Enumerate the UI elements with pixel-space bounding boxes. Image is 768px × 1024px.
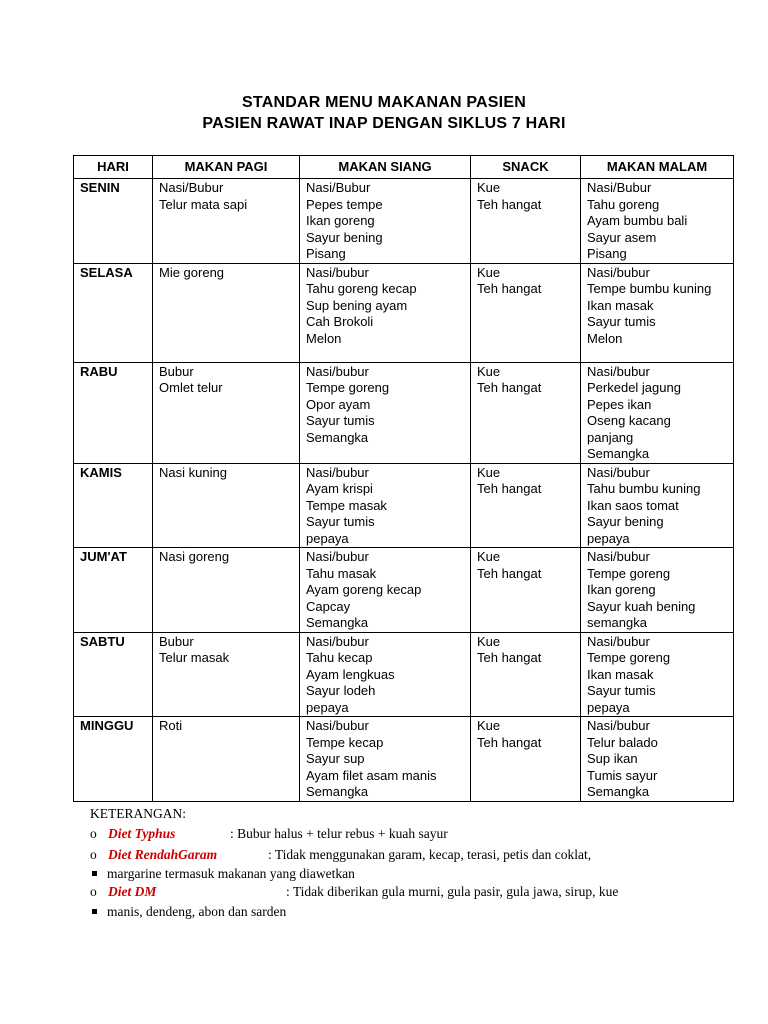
menu-cell-snack xyxy=(471,717,581,802)
menu-item: Teh hangat xyxy=(477,734,542,750)
menu-item: Ayam filet asam manis xyxy=(306,767,437,783)
menu-item: Teh hangat xyxy=(477,196,542,212)
menu-item: Capcay xyxy=(306,598,351,614)
menu-item: Ayam goreng kecap xyxy=(306,582,422,597)
square-bullet-icon xyxy=(92,909,97,914)
menu-item: Pisang xyxy=(306,246,346,261)
menu-item: Sup ikan xyxy=(587,751,638,766)
menu-item: Sayur tumis xyxy=(587,683,656,698)
menu-cell-malam xyxy=(581,362,734,463)
menu-item: Ayam krispi xyxy=(306,481,373,496)
menu-item: Perkedel jagung xyxy=(587,380,681,395)
menu-item: Ayam lengkuas xyxy=(306,666,395,682)
menu-item: Kue xyxy=(477,264,501,280)
menu-item: Tempe goreng xyxy=(587,565,671,581)
menu-cell-pagi xyxy=(153,717,300,802)
menu-item: Bubur xyxy=(159,363,194,379)
menu-item: Tahu goreng kecap xyxy=(306,281,417,296)
menu-item: Bubur xyxy=(159,633,194,649)
circle-bullet-icon: o xyxy=(90,826,97,841)
menu-cell-siang xyxy=(300,263,471,362)
day-cell: KAMIS xyxy=(74,463,153,548)
day-cell: SELASA xyxy=(74,263,153,362)
menu-item: Semangka xyxy=(587,446,650,461)
menu-item: Ikan goreng xyxy=(587,582,656,597)
table-row xyxy=(74,463,734,548)
menu-item: Nasi goreng xyxy=(159,549,230,564)
table-row xyxy=(74,548,734,633)
menu-cell-pagi xyxy=(153,548,300,633)
menu-item: Nasi/bubur xyxy=(587,549,650,564)
menu-item: Ikan masak xyxy=(587,297,654,313)
diet-dm-cont-text: manis, dendeng, abon dan sarden xyxy=(107,904,287,919)
menu-cell-malam xyxy=(581,717,734,802)
menu-cell-pagi xyxy=(153,263,300,362)
menu-item: Teh hangat xyxy=(477,565,542,581)
menu-item: Kue xyxy=(477,718,501,733)
day-cell: SENIN xyxy=(74,179,153,264)
menu-item: Nasi/Bubur xyxy=(587,180,652,195)
menu-item: Tahu kecap xyxy=(306,650,373,665)
menu-item: Sayur bening xyxy=(587,514,664,529)
table-header-row xyxy=(74,156,734,179)
menu-cell-malam xyxy=(581,263,734,362)
menu-item: Tumis sayur xyxy=(587,767,658,783)
menu-item: Omlet telur xyxy=(159,380,223,395)
note-diet-dm-cont xyxy=(90,904,286,920)
menu-item: Sayur tumis xyxy=(306,413,375,428)
table-row xyxy=(74,362,734,463)
menu-item: Kue xyxy=(477,464,501,480)
menu-item: Tahu masak xyxy=(306,565,377,581)
table-row xyxy=(74,717,734,802)
menu-item: Nasi/bubur xyxy=(306,264,369,280)
menu-cell-pagi xyxy=(153,179,300,264)
menu-item: Sayur bening xyxy=(306,229,383,245)
menu-item: Tempe bumbu kuning xyxy=(587,281,712,296)
diet-typhus-text: : Bubur halus + telur rebus + kuah sayur xyxy=(230,826,448,841)
menu-cell-pagi xyxy=(153,632,300,717)
menu-item: Ikan saos tomat xyxy=(587,497,679,513)
menu-cell-siang xyxy=(300,632,471,717)
menu-cell-pagi xyxy=(153,463,300,548)
notes-heading: KETERANGAN: xyxy=(90,806,186,821)
menu-item: Sayur kuah bening xyxy=(587,598,696,614)
menu-cell-malam xyxy=(581,179,734,264)
day-cell: MINGGU xyxy=(74,717,153,802)
menu-item: Nasi kuning xyxy=(159,464,227,480)
header-snack: SNACK xyxy=(471,156,581,179)
menu-cell-snack xyxy=(471,463,581,548)
header-makan-pagi: MAKAN PAGI xyxy=(153,156,300,179)
menu-item: Nasi/Bubur xyxy=(159,180,224,195)
menu-item: panjang xyxy=(587,429,634,445)
menu-item: Cah Brokoli xyxy=(306,314,374,329)
menu-cell-snack xyxy=(471,362,581,463)
diet-rendah-garam-label: Diet RendahGaram xyxy=(108,847,218,862)
menu-cell-siang xyxy=(300,362,471,463)
menu-item: Pepes ikan xyxy=(587,396,652,412)
menu-item: Nasi/bubur xyxy=(306,718,369,733)
menu-item: Teh hangat xyxy=(477,281,542,296)
menu-cell-malam xyxy=(581,548,734,633)
menu-item: Pisang xyxy=(587,246,627,261)
menu-cell-malam xyxy=(581,632,734,717)
diet-dm-label: Diet DM xyxy=(108,884,157,899)
menu-item: Sayur tumis xyxy=(306,514,375,529)
menu-cell-snack xyxy=(471,263,581,362)
document-subtitle: PASIEN RAWAT INAP DENGAN SIKLUS 7 HARI xyxy=(202,115,566,132)
note-diet-dm xyxy=(90,884,618,900)
menu-item: Nasi/bubur xyxy=(306,633,369,649)
menu-item: Nasi/Bubur xyxy=(306,180,371,195)
menu-item: Oseng kacang xyxy=(587,413,671,428)
header-makan-siang: MAKAN SIANG xyxy=(300,156,471,179)
menu-item: Kue xyxy=(477,549,501,564)
menu-cell-snack xyxy=(471,179,581,264)
table-row xyxy=(74,263,734,362)
menu-item: Tempe masak xyxy=(306,497,387,513)
diet-typhus-label: Diet Typhus xyxy=(108,826,176,841)
menu-item: Nasi/bubur xyxy=(587,633,650,649)
menu-item: Nasi/bubur xyxy=(306,549,369,564)
menu-item: Roti xyxy=(159,718,183,733)
menu-item: Kue xyxy=(477,633,501,649)
menu-item: Sup bening ayam xyxy=(306,297,408,313)
menu-item: Teh hangat xyxy=(477,650,542,665)
note-diet-rendah-garam-cont xyxy=(90,866,355,882)
menu-item: semangka xyxy=(587,615,647,630)
menu-item: Sayur lodeh xyxy=(306,683,376,698)
menu-item: Pepes tempe xyxy=(306,196,383,212)
menu-cell-snack xyxy=(471,548,581,633)
table-row xyxy=(74,632,734,717)
document-title: STANDAR MENU MAKANAN PASIEN xyxy=(242,94,526,111)
menu-cell-siang xyxy=(300,463,471,548)
menu-item: Mie goreng xyxy=(159,264,225,280)
menu-item: Melon xyxy=(587,330,623,346)
note-diet-typhus xyxy=(90,826,448,842)
menu-item: pepaya xyxy=(306,530,349,546)
menu-item: Nasi/bubur xyxy=(587,718,650,733)
menu-cell-siang xyxy=(300,548,471,633)
diet-dm-text: : Tidak diberikan gula murni, gula pasir, gula jawa, sirup, kue xyxy=(286,884,619,899)
circle-bullet-icon: o xyxy=(90,847,97,862)
menu-item: Opor ayam xyxy=(306,396,371,412)
menu-item: Tahu goreng xyxy=(587,196,660,212)
menu-cell-siang xyxy=(300,717,471,802)
menu-item: Tempe kecap xyxy=(306,734,384,750)
header-makan-malam: MAKAN MALAM xyxy=(581,156,734,179)
menu-item: Teh hangat xyxy=(477,380,542,395)
menu-item: Ikan goreng xyxy=(306,213,375,228)
menu-item: Nasi/bubur xyxy=(306,464,369,480)
table-row xyxy=(74,179,734,264)
header-hari: HARI xyxy=(74,156,153,179)
menu-item: Teh hangat xyxy=(477,481,542,496)
menu-item: pepaya xyxy=(587,530,630,546)
menu-item: Semangka xyxy=(587,784,650,799)
circle-bullet-icon: o xyxy=(90,884,97,899)
menu-item: Kue xyxy=(477,180,501,195)
diet-rendah-garam-text: : Tidak menggunakan garam, kecap, terasi, petis dan coklat, xyxy=(268,847,592,862)
menu-item: Sayur tumis xyxy=(587,314,656,329)
menu-item: Semangka xyxy=(306,615,369,630)
menu-item: Tempe goreng xyxy=(587,650,671,665)
menu-item: pepaya xyxy=(587,699,630,715)
menu-item: Melon xyxy=(306,330,342,346)
menu-item: pepaya xyxy=(306,699,349,715)
menu-cell-siang xyxy=(300,179,471,264)
square-bullet-icon xyxy=(92,871,97,876)
menu-item: Sayur asem xyxy=(587,229,657,245)
menu-table xyxy=(73,155,734,802)
menu-item: Nasi/bubur xyxy=(587,464,650,480)
day-cell: RABU xyxy=(74,362,153,463)
menu-cell-pagi xyxy=(153,362,300,463)
menu-item: Telur masak xyxy=(159,650,230,665)
note-diet-rendah-garam xyxy=(90,847,591,863)
menu-item: Tahu bumbu kuning xyxy=(587,481,701,496)
day-cell: SABTU xyxy=(74,632,153,717)
menu-item: Telur balado xyxy=(587,734,658,750)
menu-item: Sayur sup xyxy=(306,751,365,766)
menu-item: Telur mata sapi xyxy=(159,196,248,212)
menu-cell-snack xyxy=(471,632,581,717)
menu-item: Nasi/bubur xyxy=(587,363,650,379)
day-cell: JUM'AT xyxy=(74,548,153,633)
diet-rendah-garam-cont-text: margarine termasuk makanan yang diawetkan xyxy=(107,866,355,881)
menu-item: Kue xyxy=(477,363,501,379)
menu-cell-malam xyxy=(581,463,734,548)
menu-item: Ikan masak xyxy=(587,666,654,682)
menu-item: Nasi/bubur xyxy=(306,363,369,379)
menu-item: Ayam bumbu bali xyxy=(587,213,688,228)
menu-item: Tempe goreng xyxy=(306,380,390,395)
menu-item: Nasi/bubur xyxy=(587,264,650,280)
menu-item: Semangka xyxy=(306,429,369,445)
menu-item: Semangka xyxy=(306,784,369,799)
